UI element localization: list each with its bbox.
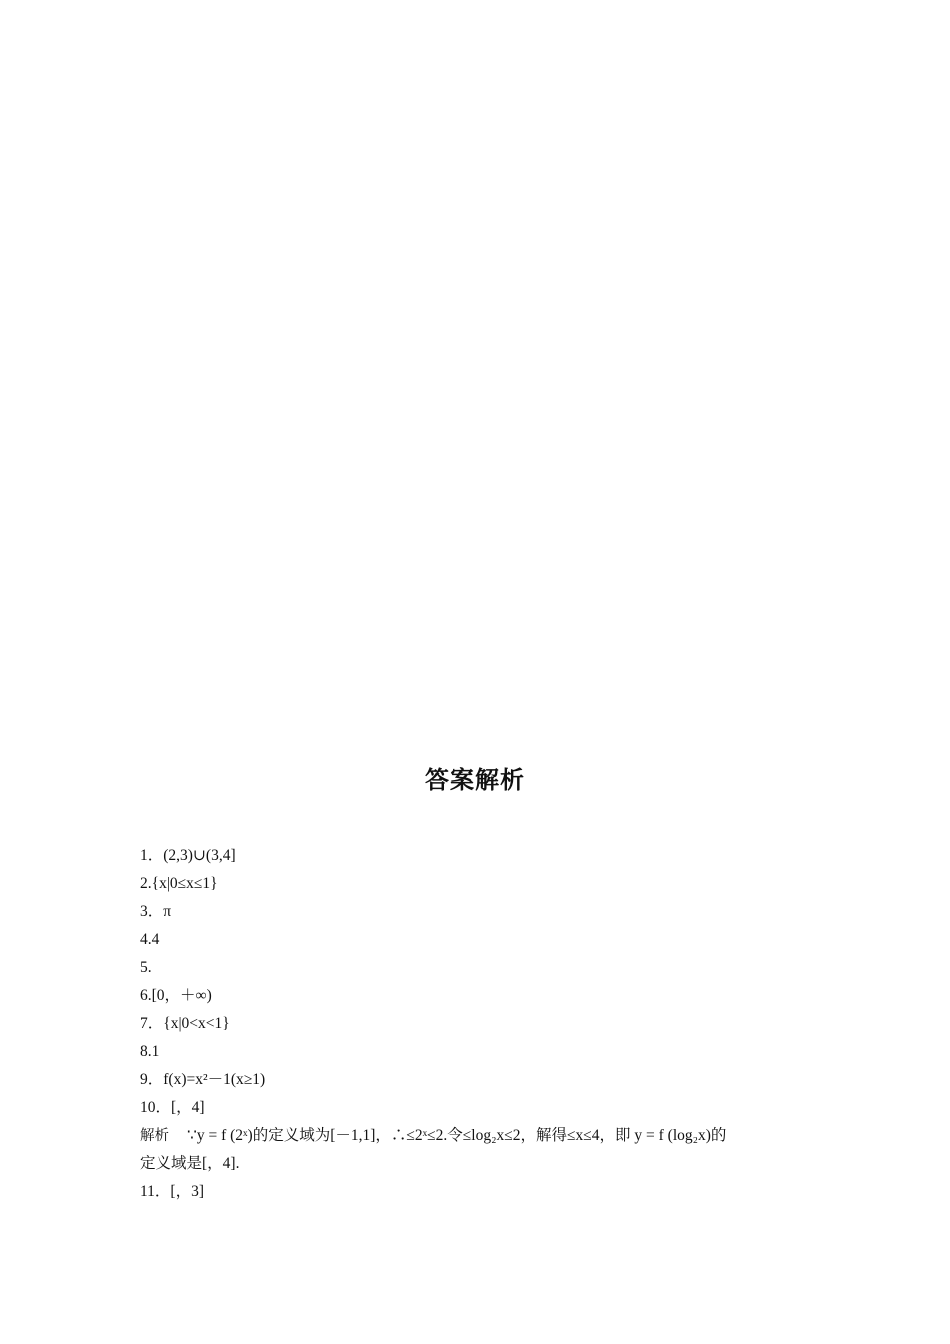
analysis-line-2: 定义域是[，4].	[140, 1155, 240, 1172]
answer-item-4: 4.4	[140, 931, 160, 948]
answer-item-10: 10．[，4]	[140, 1099, 205, 1116]
answer-item-2: 2.{x|0≤x≤1}	[140, 875, 218, 892]
answer-item-3: 3．π	[140, 903, 172, 920]
answer-list	[140, 842, 820, 1206]
answer-item-8: 8.1	[140, 1043, 160, 1060]
answer-item-5: 5.	[140, 959, 152, 976]
analysis-text-1: ∵y = f (2ˣ)的定义域为[－1,1]，∴≤2ˣ≤2.令≤log₂x≤2，解得≤x≤4，即 y = f (log₂x)的	[187, 1127, 727, 1144]
answer-item-11: 11．[，3]	[140, 1183, 204, 1200]
answer-item-7: 7．{x|0<x<1}	[140, 1015, 230, 1032]
answer-item-1: 1．(2,3)∪(3,4]	[140, 847, 236, 864]
analysis-label: 解析	[140, 1128, 169, 1144]
answer-item-6: 6.[0，＋∞)	[140, 987, 212, 1004]
analysis-line-1	[140, 1122, 820, 1150]
answer-item-9: 9．f(x)=x²－1(x≥1)	[140, 1071, 266, 1088]
page-title: 答案解析	[425, 766, 525, 794]
